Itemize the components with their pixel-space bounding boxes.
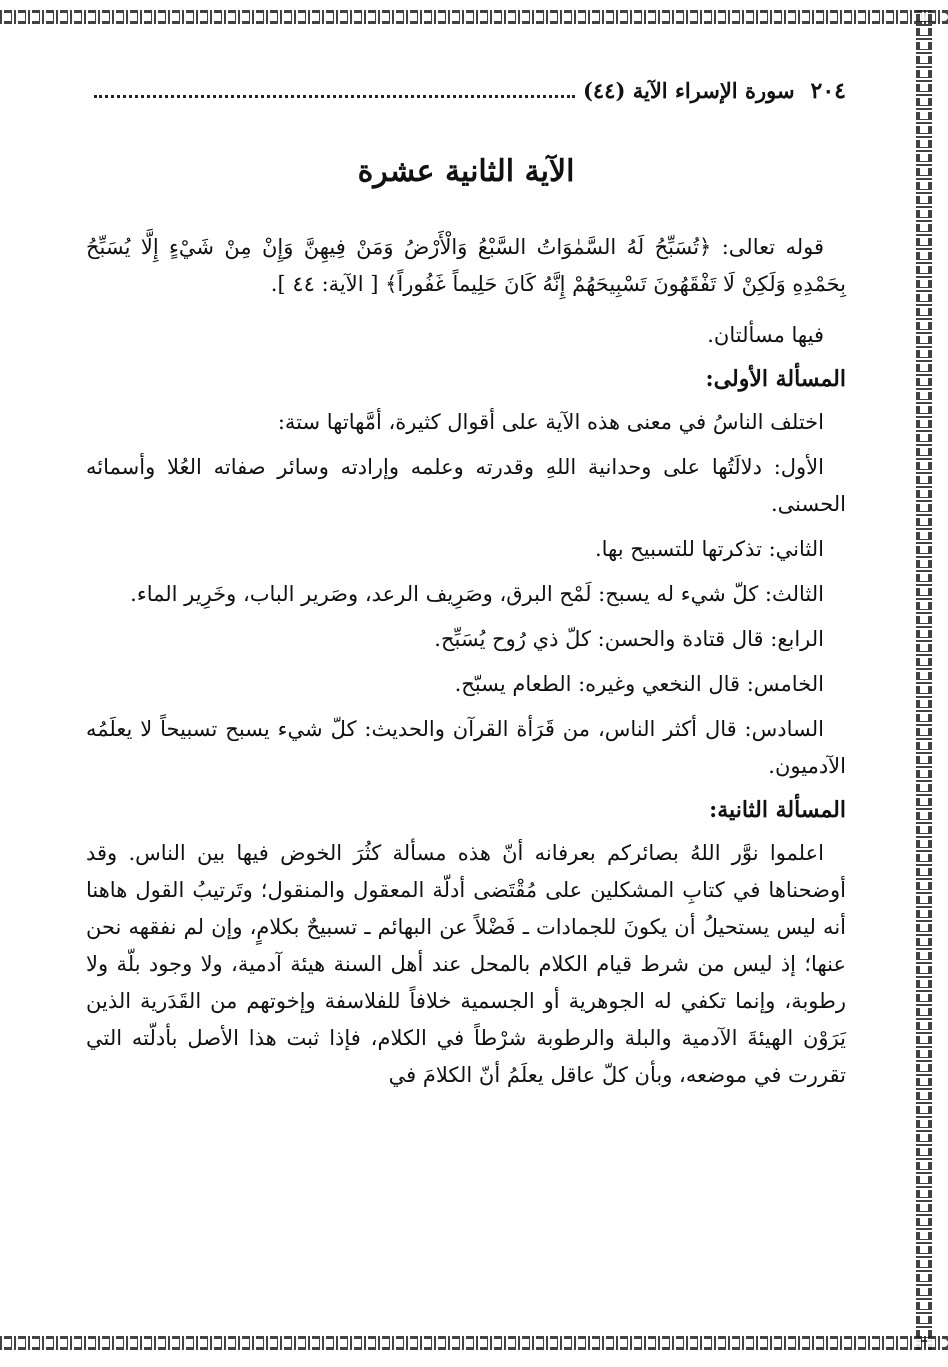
issue1-paragraph: الخامس: قال النخعي وغيره: الطعام يسبّح. xyxy=(454,672,824,696)
issue2-heading: المسألة الثانية: xyxy=(709,797,846,823)
issue1-paragraph: الثالث: كلّ شيء له يسبح: لَمْح البرق، وصَرِيف الرعد، وصَرير الباب، وخَرِير الماء. xyxy=(130,582,824,606)
issue1-paragraph: الأول: دلالَتُها على وحدانية اللهِ وقدرته وعلمه وإرادته وسائر صفاته العُلا وأسمائه الحسنى. xyxy=(86,455,846,516)
header-title: سورة الإسراء الآية (٤٤) xyxy=(582,78,795,103)
issue1-paragraph: اختلف الناسُ في معنى هذه الآية على أقوال كثيرة، أمَّهاتها ستة: xyxy=(277,410,824,434)
issue1-heading: المسألة الأولى: xyxy=(705,366,846,392)
section-title: الآية الثانية عشرة xyxy=(357,154,575,189)
page-content xyxy=(86,78,846,1094)
issue1-paragraph: الثاني: تذكرتها للتسبيح بها. xyxy=(594,537,824,561)
running-header xyxy=(86,78,846,118)
verse-paragraph: قوله تعالى: ﴿تُسَبِّحُ لَهُ السَّمٰوَاتُ السَّبْعُ وَالْأَرْضُ وَمَنْ فِيهِنَّ وَإِنْ مِنْ شَيْءٍ إِلَّا يُسَبِّحُ بِحَمْدِهِ وَلَكِنْ لَا تَفْقَهُونَ تَسْبِيحَهُمْ إِنَّهُ كَانَ حَلِيماً غَفُوراً﴾ [ الآية: ٤٤ ]. xyxy=(86,235,846,296)
top-ornamental-border xyxy=(0,10,948,24)
intro-paragraph: فيها مسألتان. xyxy=(707,323,824,347)
issue1-paragraph: الرابع: قال قتادة والحسن: كلّ ذي رُوح يُسَبِّح. xyxy=(434,627,824,651)
header-dot-leader xyxy=(94,95,575,98)
issue1-paragraph: السادس: قال أكثر الناس، من قَرَأة القرآن والحديث: كلّ شيء يسبح تسبيحاً لا يعلَمُه الآدميون. xyxy=(86,717,846,778)
issue2-paragraph: اعلموا نوَّر اللهُ بصائركم بعرفانه أنّ هذه مسألة كثُرَ الخوض فيها بين الناس. وقد أوضحناها في كتابِ المشكلين على مُقْتَضى أدلّة المعقول والمنقول؛ وتَرتيبُ القول هاهنا أنه ليس يستحيلُ أن يكونَ للجمادات ـ فَضْلاً عن البهائم ـ تسبيحٌ بكلامٍ، وإن لم نفقهه نحن عنها؛ إذ ليس من شرط قيام الكلام بالمحل عند أهل السنة هيئة آدمية، ولا وجود بلّة ولا رطوبة، وإنما تكفي له الجوهرية أو الجسمية خلافاً للفلاسفة وإخوتهم من القَدَرية الذين يَرَوْن الهيئةَ الآدمية والبلة والرطوبة شرْطاً في الكلام، فإذا ثبت هذا الأصل بأدلّته التي تقررت في موضعه، وبأن كلّ عاقل يعلَمُ أنّ الكلامَ في xyxy=(86,841,846,1087)
bottom-ornamental-border xyxy=(0,1336,948,1350)
right-ornamental-border xyxy=(916,10,932,1350)
page-number: ٢٠٤ xyxy=(810,78,846,104)
